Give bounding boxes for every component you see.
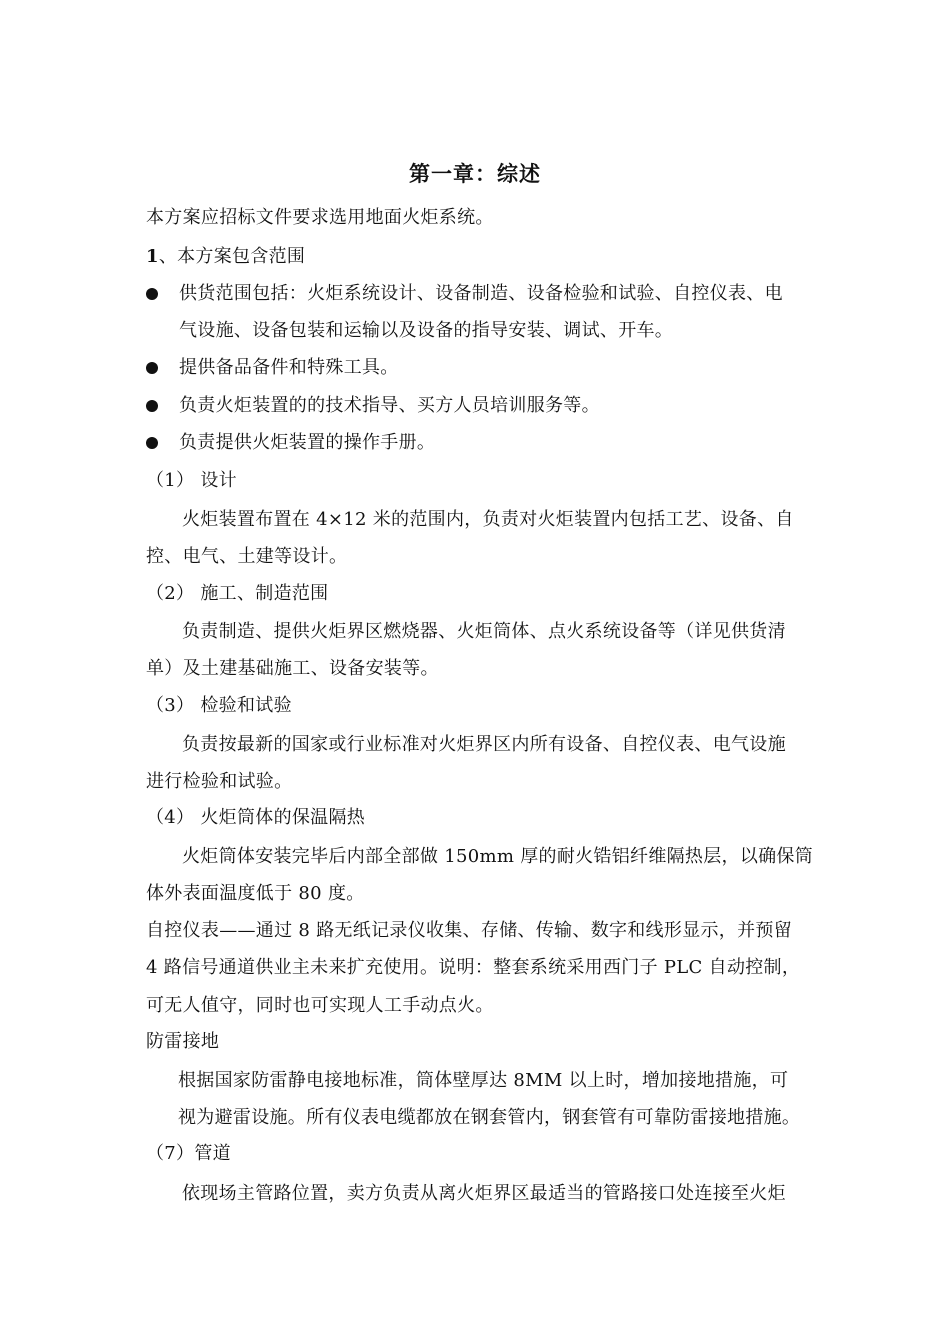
paragraph-line: 可无人值守，同时也可实现人工手动点火。 xyxy=(146,995,494,1016)
subsection-label: （1） 设计 xyxy=(146,470,237,491)
bullet-item: 供货范围包括：火炬系统设计、设备制造、设备检验和试验、自控仪表、电 xyxy=(179,283,783,304)
paragraph-line: 依现场主管路位置，卖方负责从离火炬界区最适当的管路接口处连接至火炬 xyxy=(182,1183,786,1204)
paragraph-line: 火炬筒体安装完毕后内部全部做 150mm 厚的耐火锆铝纤维隔热层，以确保筒 xyxy=(182,846,814,867)
paragraph-line: 负责制造、提供火炬界区燃烧器、火炬筒体、点火系统设备等（详见供货清 xyxy=(182,621,786,642)
bullet-item: 提供备品备件和特殊工具。 xyxy=(179,357,399,378)
subsection-label: （2） 施工、制造范围 xyxy=(146,583,329,604)
intro-paragraph: 本方案应招标文件要求选用地面火炬系统。 xyxy=(146,207,494,228)
paragraph-line: 火炬装置布置在 4×12 米的范围内，负责对火炬装置内包括工艺、设备、自 xyxy=(182,509,794,530)
bullet-icon xyxy=(146,400,158,412)
bullet-item: 负责提供火炬装置的操作手册。 xyxy=(179,432,436,453)
subsection-label: （7）管道 xyxy=(146,1143,231,1164)
paragraph-line: 负责按最新的国家或行业标准对火炬界区内所有设备、自控仪表、电气设施 xyxy=(182,734,786,755)
bullet-item-continuation: 气设施、设备包装和运输以及设备的指导安装、调试、开车。 xyxy=(179,320,674,341)
subsection-heading: 防雷接地 xyxy=(146,1031,220,1052)
paragraph-line: 体外表面温度低于 80 度。 xyxy=(146,883,365,904)
bullet-item: 负责火炬装置的的技术指导、买方人员培训服务等。 xyxy=(179,395,600,416)
section-heading xyxy=(146,245,305,269)
paragraph-line: 单）及土建基础施工、设备安装等。 xyxy=(146,658,439,679)
bullet-icon xyxy=(146,288,158,300)
section-heading-text: 、本方案包含范围 xyxy=(158,246,306,267)
bullet-icon xyxy=(146,362,158,374)
bullet-icon xyxy=(146,437,158,449)
subsection-label: （3） 检验和试验 xyxy=(146,695,292,716)
paragraph-line: 自控仪表——通过 8 路无纸记录仪收集、存储、传输、数字和线形显示，并预留 xyxy=(146,920,792,941)
paragraph-line: 控、电气、土建等设计。 xyxy=(146,546,348,567)
paragraph-line: 进行检验和试验。 xyxy=(146,771,293,792)
paragraph-line: 视为避雷设施。所有仪表电缆都放在钢套管内，钢套管有可靠防雷接地措施。 xyxy=(178,1107,801,1128)
subsection-label: （4） 火炬筒体的保温隔热 xyxy=(146,807,366,828)
section-number: 1 xyxy=(146,246,159,267)
page-title: 第一章：综述 xyxy=(409,162,541,186)
paragraph-line: 根据国家防雷静电接地标准，筒体壁厚达 8MM 以上时，增加接地措施，可 xyxy=(178,1070,789,1091)
paragraph-line: 4 路信号通道供业主未来扩充使用。说明：整套系统采用西门子 PLC 自动控制， xyxy=(146,957,801,978)
